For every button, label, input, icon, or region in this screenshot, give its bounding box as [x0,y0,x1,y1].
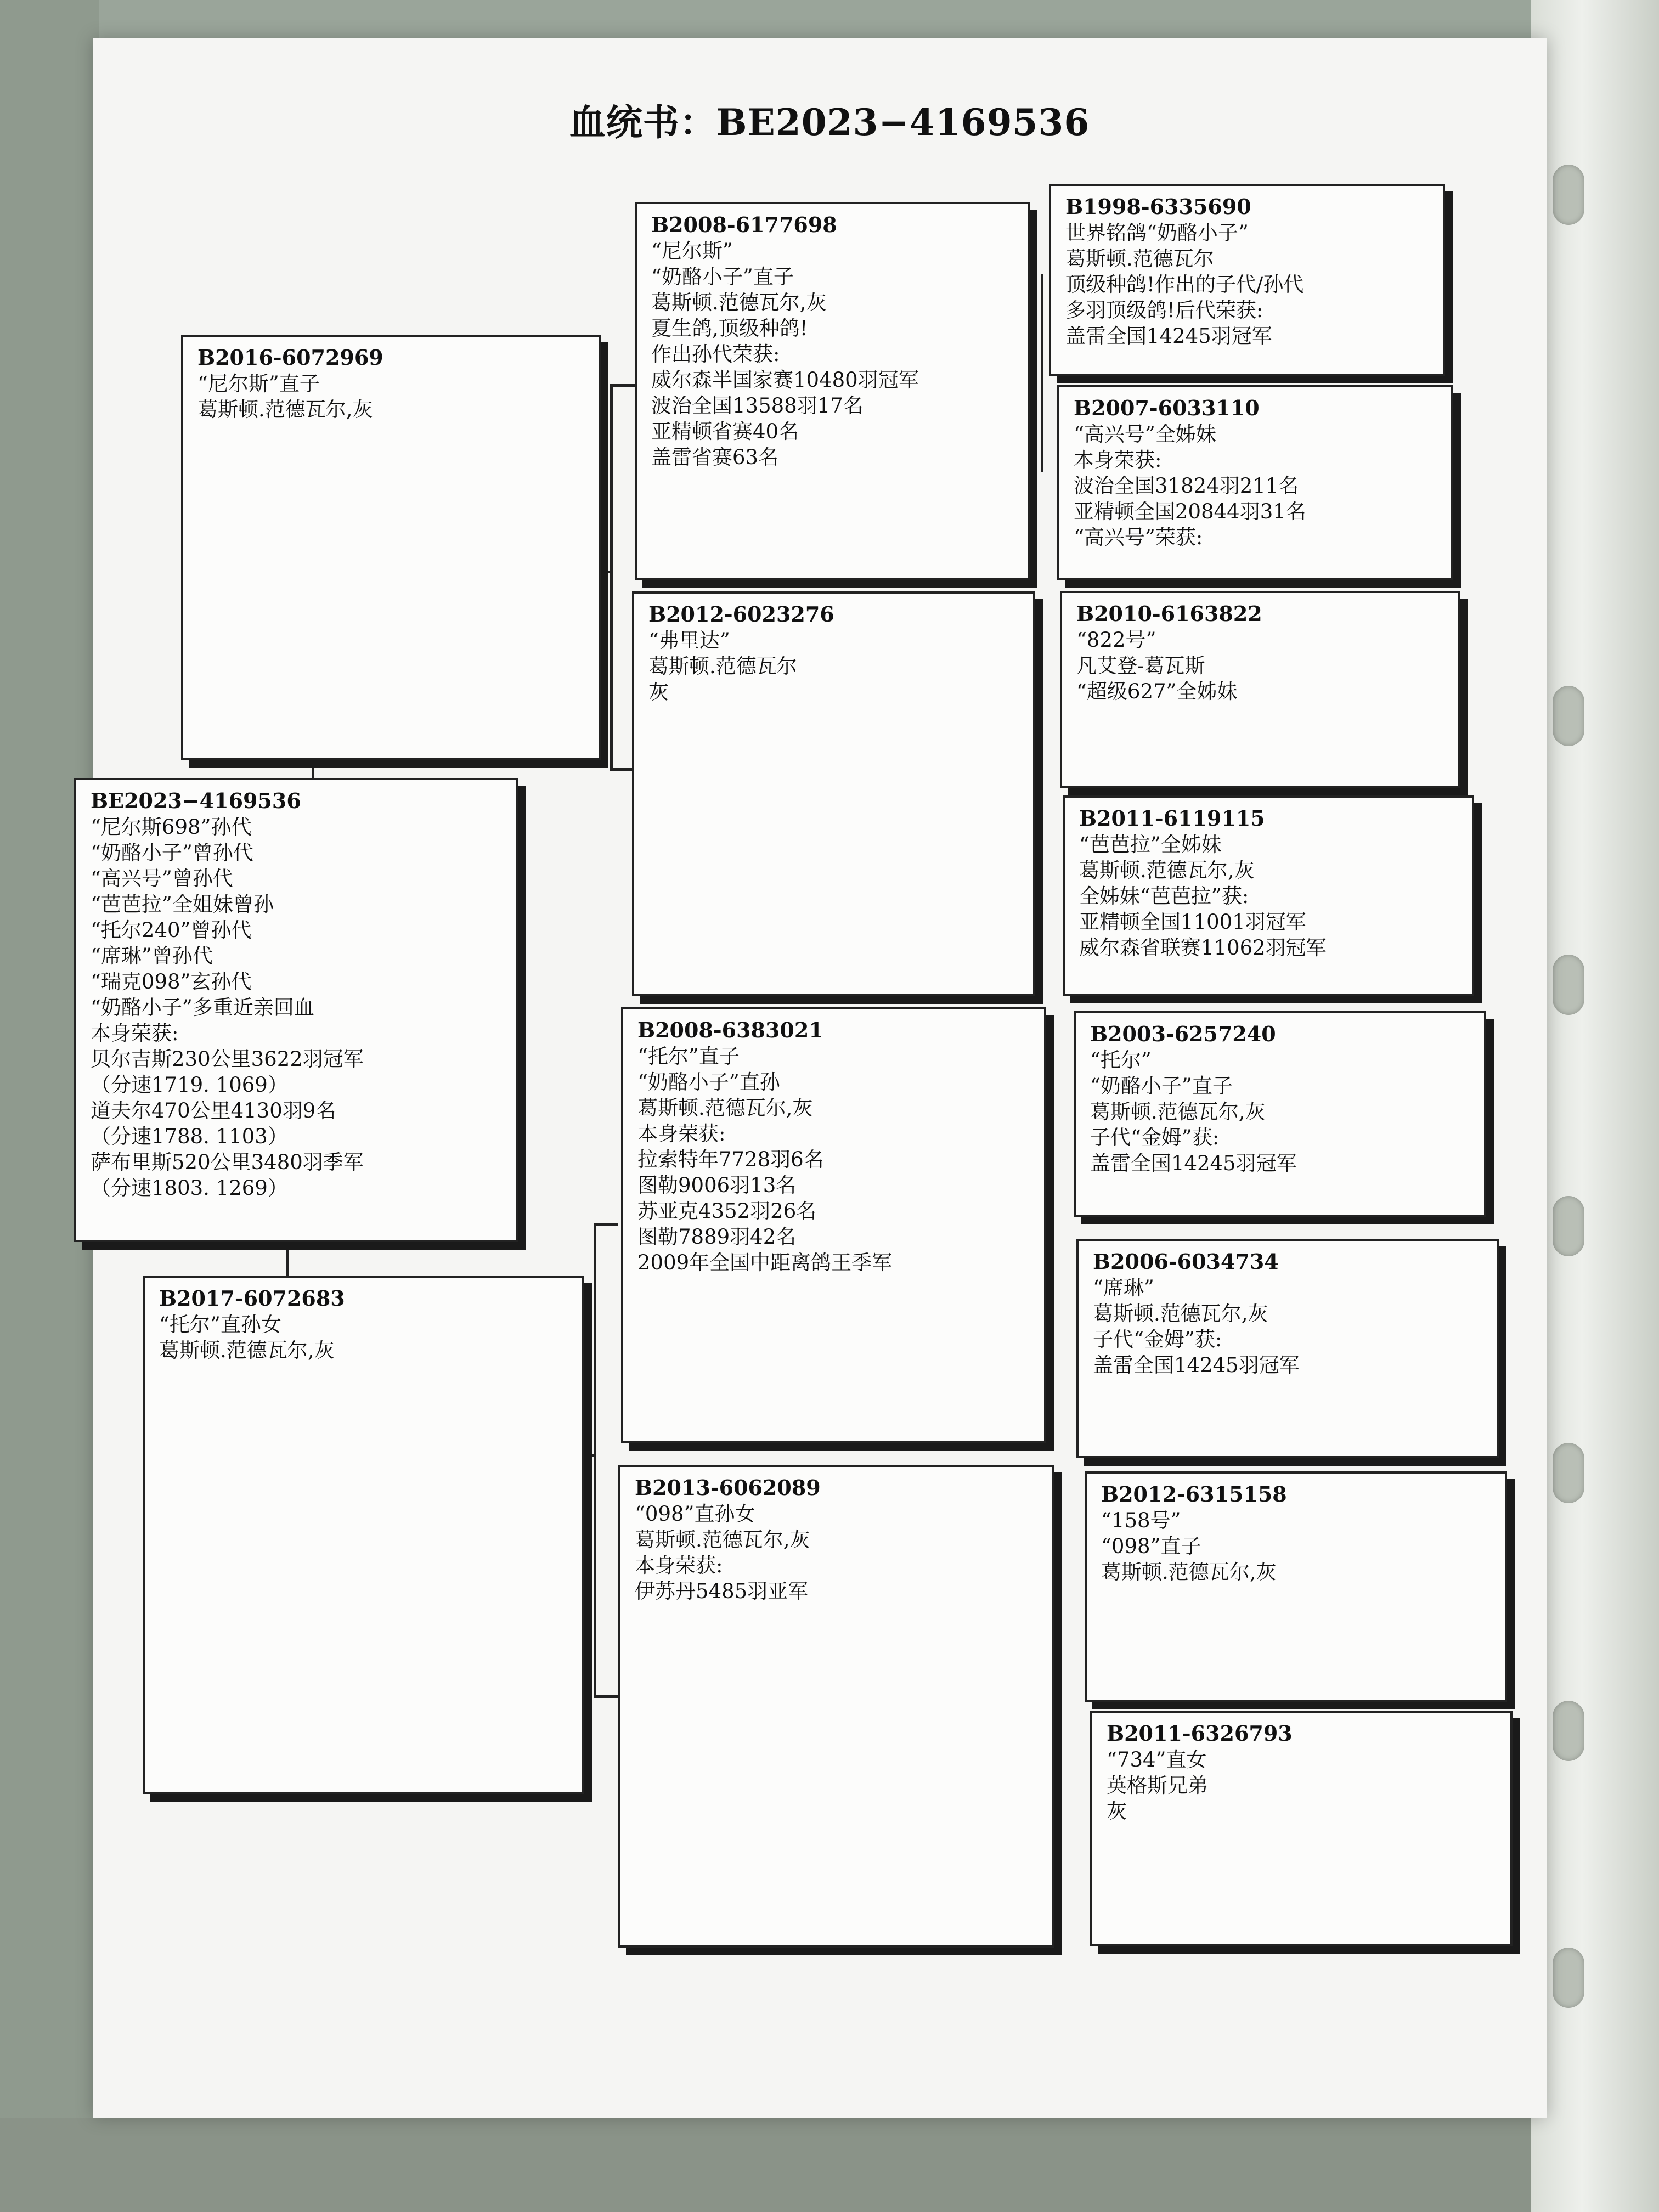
grandparent-line: 葛斯顿.范德瓦尔,灰 [651,291,827,314]
grandparent-line: 伊苏丹5485羽亚军 [635,1579,809,1603]
subject-line: “托尔240”曾孙代 [91,918,252,942]
connector-line [594,1223,596,1695]
great-grandparent-line: 顶级种鸽!作出的子代/孙代 [1065,273,1304,296]
connector-line [312,763,314,779]
great-grandparent-line: 葛斯顿.范德瓦尔,灰 [1101,1560,1277,1584]
great-grandparent-line: “超级627”全姊妹 [1076,680,1238,703]
great-grandparent-line: “822号” [1076,628,1156,652]
great-grandparent-line: 灰 [1107,1799,1127,1823]
great-grandparent-line: “158号” [1101,1509,1181,1532]
great-grandparent-line: “芭芭拉”全姊妹 [1079,833,1222,856]
subject-box [74,778,518,1242]
great-grandparent-box [1063,795,1474,996]
sire-line: “尼尔斯”直子 [198,372,320,396]
grandparent-line: 盖雷省赛63名 [651,445,779,469]
sire-line: 葛斯顿.范德瓦尔,灰 [198,398,373,421]
great-grandparent-box [1090,1711,1513,1946]
subject-line: “奶酪小子”多重近亲回血 [91,996,314,1019]
great-grandparent-id: B2011-6119115 [1079,806,1265,831]
grandparent-line: “托尔”直子 [637,1045,740,1068]
grandparent-line: “尼尔斯” [651,239,733,263]
great-grandparent-id: B2007-6033110 [1074,396,1260,420]
grandparent-line: 灰 [648,680,669,704]
grandparent-line: 本身荣获: [635,1554,723,1577]
great-grandparent-line: 亚精顿全国11001羽冠军 [1079,910,1306,934]
subject-line: 道夫尔470公里4130羽9名 [91,1099,336,1122]
connector-line [594,1695,618,1698]
connector-line [1041,708,1043,916]
great-grandparent-line: “高兴号”全姊妹 [1074,422,1216,446]
subject-line: 萨布里斯520公里3480羽季军 [91,1150,364,1174]
subject-line: “奶酪小子”曾孙代 [91,841,253,865]
great-grandparent-box [1049,184,1445,376]
grandparent-line: 亚精顿省赛40名 [651,420,799,443]
grandparent-box [618,1465,1054,1948]
dam-line: “托尔”直孙女 [159,1313,281,1336]
plastic-sleeve [1531,0,1659,2212]
subject-line: “席琳”曾孙代 [91,944,213,968]
dam-line: 葛斯顿.范德瓦尔,灰 [159,1339,335,1362]
dam-id: B2017-6072683 [159,1286,345,1311]
great-grandparent-box [1076,1239,1499,1458]
punch-hole [1553,1196,1584,1256]
great-grandparent-id: B2003-6257240 [1090,1022,1276,1046]
grandparent-line: “098”直孙女 [635,1502,755,1526]
grandparent-line: 夏生鸽,顶级种鸽! [651,317,808,340]
subject-id: BE2023−4169536 [91,788,301,813]
great-grandparent-line: 多羽顶级鸽!后代荣获: [1065,298,1263,322]
grandparent-id: B2013-6062089 [635,1475,821,1500]
punch-hole [1553,165,1584,225]
great-grandparent-box [1060,591,1460,788]
great-grandparent-line: 威尔森省联赛11062羽冠军 [1079,936,1327,960]
grandparent-box [632,591,1035,996]
great-grandparent-line: 葛斯顿.范德瓦尔,灰 [1093,1302,1268,1325]
grandparent-id: B2008-6383021 [637,1018,823,1042]
great-grandparent-id: B2010-6163822 [1076,601,1262,626]
grandparent-line: “奶酪小子”直子 [651,265,794,289]
great-grandparent-line: “高兴号”荣获: [1074,526,1203,549]
great-grandparent-id: B2012-6315158 [1101,1482,1287,1506]
connector-line [1041,274,1043,472]
grandparent-line: 拉索特年7728羽6名 [637,1148,824,1171]
great-grandparent-line: 波治全国31824羽211名 [1074,474,1299,498]
great-grandparent-line: 葛斯顿.范德瓦尔,灰 [1090,1100,1266,1124]
subject-line: （分速1788. 1103） [91,1125,288,1148]
great-grandparent-id: B2006-6034734 [1093,1249,1279,1274]
punch-hole [1553,1948,1584,2008]
great-grandparent-line: 子代“金姆”获: [1093,1328,1222,1351]
subject-line: “尼尔斯698”孙代 [91,815,252,839]
great-grandparent-line: 本身荣获: [1074,448,1162,472]
connector-line [594,1223,618,1226]
great-grandparent-box [1057,385,1453,580]
great-grandparent-line: 全姊妹“芭芭拉”获: [1079,884,1249,908]
great-grandparent-box [1085,1471,1507,1702]
great-grandparent-line: 亚精顿全国20844羽31名 [1074,500,1306,523]
great-grandparent-line: “098”直子 [1101,1534,1201,1558]
great-grandparent-line: “托尔” [1090,1048,1152,1072]
subject-line: “芭芭拉”全姐妹曾孙 [91,893,274,916]
great-grandparent-id: B2011-6326793 [1107,1721,1293,1746]
connector-line [610,384,613,768]
grandparent-line: 葛斯顿.范德瓦尔,灰 [637,1096,813,1120]
sire-box [181,335,601,760]
grandparent-line: 作出孙代荣获: [651,342,780,366]
grandparent-line: “奶酪小子”直孙 [637,1070,780,1094]
great-grandparent-line: 盖雷全国14245羽冠军 [1093,1353,1300,1377]
punch-hole [1553,955,1584,1015]
grandparent-line: 图勒7889羽42名 [637,1225,797,1249]
great-grandparent-line: 盖雷全国14245羽冠军 [1065,324,1272,348]
subject-line: 本身荣获: [91,1022,179,1045]
connector-line [1046,1119,1049,1339]
connector-line [286,1245,289,1278]
great-grandparent-line: 凡艾登-葛瓦斯 [1076,654,1205,678]
great-grandparent-line: “奶酪小子”直子 [1090,1074,1233,1098]
grandparent-line: 图勒9006羽13名 [637,1173,797,1197]
great-grandparent-box [1074,1011,1486,1217]
grandparent-line: 葛斯顿.范德瓦尔 [648,654,797,678]
grandparent-id: B2012-6023276 [648,602,834,627]
grandparent-line: 本身荣获: [637,1122,726,1146]
grandparent-line: 2009年全国中距离鸽王季军 [637,1251,893,1274]
great-grandparent-line: 盖雷全国14245羽冠军 [1090,1152,1297,1175]
sire-id: B2016-6072969 [198,345,383,370]
grandparent-line: “弗里达” [648,629,730,652]
great-grandparent-id: B1998-6335690 [1065,194,1251,219]
page-title: 血统书：BE2023−4169536 [569,101,1090,144]
connector-line [610,384,635,387]
punch-hole [1553,1701,1584,1761]
grandparent-box [635,202,1030,580]
grandparent-line: 葛斯顿.范德瓦尔,灰 [635,1528,810,1551]
punch-hole [1553,686,1584,746]
dam-box [143,1276,584,1794]
subject-line: （分速1719. 1069） [91,1073,288,1097]
background-bottom [0,2118,1659,2212]
grandparent-id: B2008-6177698 [651,212,837,237]
great-grandparent-line: 子代“金姆”获: [1090,1126,1220,1149]
subject-line: “瑞克098”玄孙代 [91,970,252,994]
grandparent-line: 苏亚克4352羽26名 [637,1199,817,1223]
great-grandparent-line: 葛斯顿.范德瓦尔 [1065,247,1214,270]
great-grandparent-line: 英格斯兄弟 [1107,1774,1208,1797]
grandparent-line: 威尔森半国家赛10480羽冠军 [651,368,919,392]
great-grandparent-line: “席琳” [1093,1276,1154,1300]
great-grandparent-line: 世界铭鸽“奶酪小子” [1065,221,1249,245]
grandparent-line: 波治全国13588羽17名 [651,394,864,417]
grandparent-box [621,1007,1046,1443]
subject-line: 贝尔吉斯230公里3622羽冠军 [91,1047,364,1071]
connector-line [610,768,635,771]
subject-line: （分速1803. 1269） [91,1176,288,1200]
punch-hole [1553,1443,1584,1503]
great-grandparent-line: “734”直女 [1107,1748,1207,1771]
subject-line: “高兴号”曾孙代 [91,867,233,890]
connector-line [599,571,610,573]
great-grandparent-line: 葛斯顿.范德瓦尔,灰 [1079,859,1255,882]
connector-line [583,1454,594,1457]
